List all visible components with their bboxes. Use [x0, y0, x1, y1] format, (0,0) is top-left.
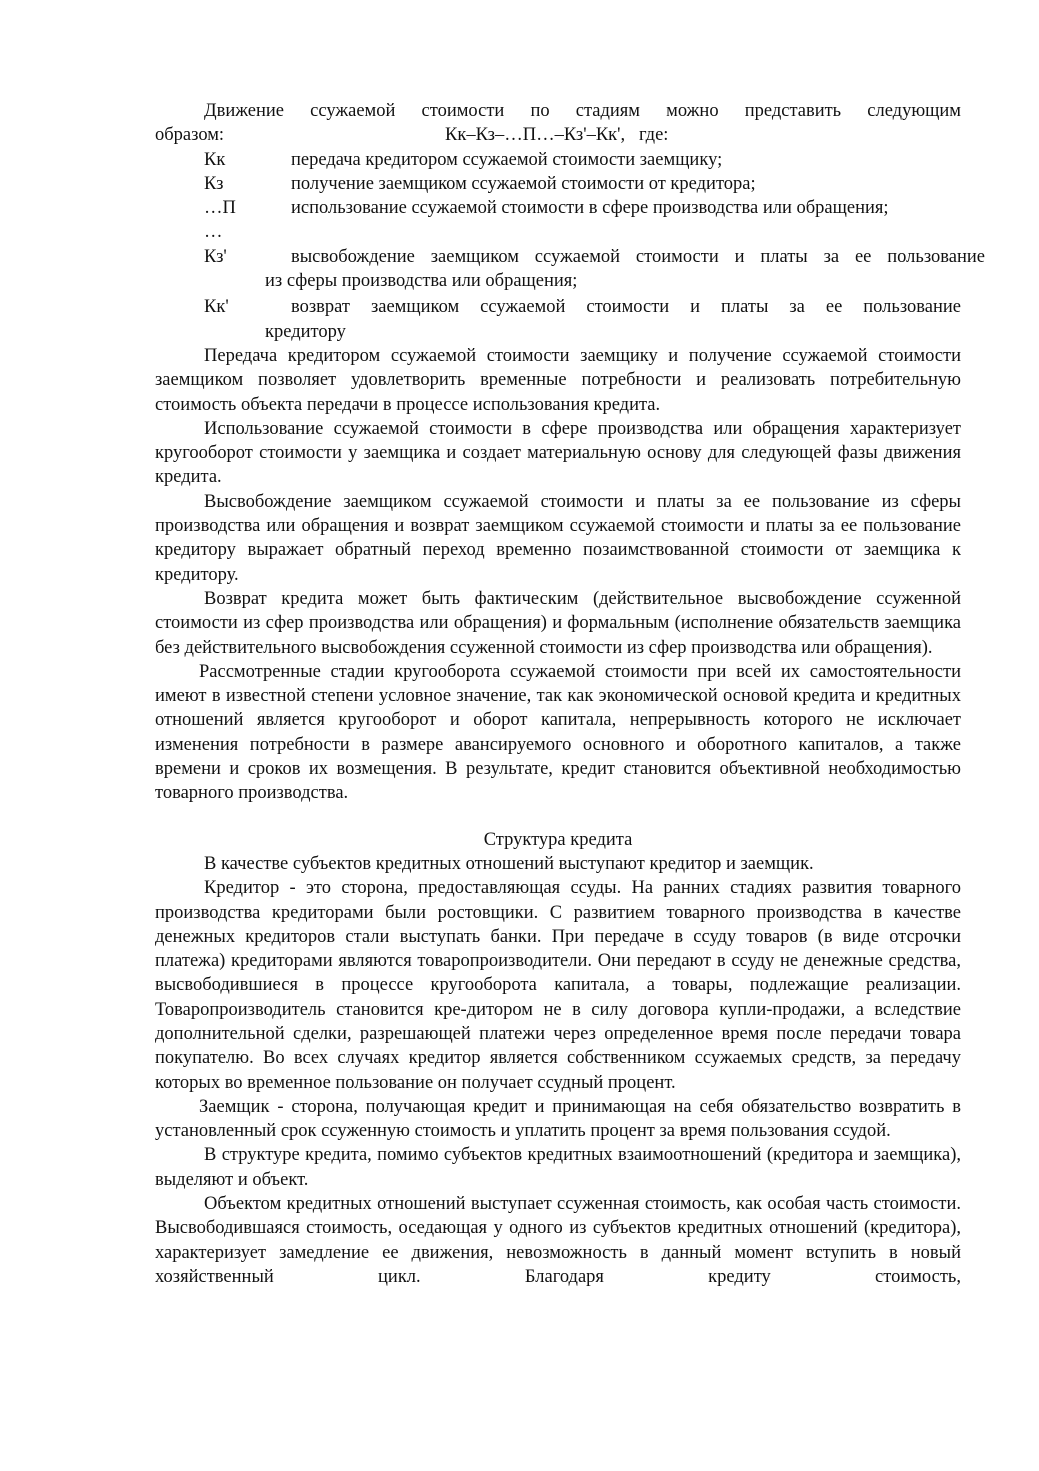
paragraph: Заемщик - сторона, получающая кредит и принимающая на себя обязательство возвратить в установленный срок ссуженную стоимость и уплатить процент за время пользования ссудой.: [155, 1096, 961, 1142]
paragraph: В структуре кредита, помимо субъектов кредитных взаимоотношений (кредитора и заемщика), выделяют и объект.: [155, 1145, 961, 1190]
paragraph: Использование ссужаемой стоимости в сфере производства или обращения характеризует кругооборот стоимости у заемщика и создает материальную основу для следующей фазы движения кредита.: [155, 418, 961, 488]
definition-symbol: …П: [204, 198, 236, 219]
definition-text-line1: высвобождение заемщиком ссужаемой стоимости и платы за ее пользование: [291, 246, 985, 267]
formula-line: [155, 123, 961, 147]
definition-p: [155, 196, 961, 220]
paragraph: Передача кредитором ссужаемой стоимости заемщику и получение ссужаемой стоимости заемщиком позволяет удовлетворить временные потребности и реализовать потребительную стоимость объекта передачи в процессе использования кредита.: [155, 345, 961, 415]
definition-kz-prime: [155, 245, 985, 294]
definition-kk: [155, 148, 961, 172]
document-page: [155, 99, 985, 1289]
definition-text: получение заемщиком ссужаемой стоимости от кредитора;: [291, 173, 756, 194]
definition-text-line1: возврат заемщиком ссужаемой стоимости и платы за ее пользование: [291, 297, 961, 318]
definition-symbol: Кк: [204, 149, 226, 170]
section-heading: Структура кредита: [483, 829, 633, 850]
intro-line: Движение ссужаемой стоимости по стадиям можно представить следующим: [204, 101, 961, 121]
definition-text-line2: кредитору: [265, 321, 346, 342]
paragraph: Высвобождение заемщиком ссужаемой стоимости и платы за ее пользование из сферы производства или обращения и возврат заемщиком ссужаемой стоимости и платы за ее пользование кредитору выражает обратный переход временно позаимствованной стоимости от заемщика к кредитору.: [155, 491, 961, 585]
definition-kk-prime: [155, 295, 961, 344]
definition-symbol: Кк': [204, 297, 229, 318]
paragraph: В качестве субъектов кредитных отношений выступают кредитор и заемщик.: [204, 853, 814, 874]
paragraph: Объектом кредитных отношений выступает ссуженная стоимость, как особая часть стоимости. Высвободившаяся стоимость, оседающая у одного из субъектов кредитных отношений (кредитора), характеризует замедление ее движения, невозможность в данный момент вступить в новый хозяйственный цикл. Благодаря кредиту стоимость,: [155, 1194, 961, 1287]
definition-text: передача кредитором ссужаемой стоимости заемщику;: [291, 149, 723, 170]
definition-text-line2: из сферы производства или обращения;: [265, 271, 578, 292]
paragraph: Возврат кредита может быть фактическим (действительное высвобождение ссуженной стоимости из сфер производства или обращения) и формальным (исполнение обязательств заемщика без действительного высвобождения ссуженной стоимости из сфер производства или обращения).: [155, 588, 961, 658]
definition-symbol: Кз': [204, 246, 227, 267]
formula-lead: образом:: [155, 125, 225, 146]
definition-text: использование ссужаемой стоимости в сфере производства или обращения;: [291, 198, 889, 219]
definition-ellipsis: [155, 220, 961, 244]
paragraph: Рассмотренные стадии кругооборота ссужаемой стоимости при всей их самостоятельности имеют в известной степени условное значение, так как экономической основой кредита и кредитных отношений является кругооборот и оборот капитала, непрерывность которого не исключает изменения потребности в размере авансируемого основного и оборотного капиталов, а также времени и сроков их возмещения. В результате, кредит становится объективной необходимостью товарного производства.: [155, 661, 961, 804]
definition-symbol: …: [204, 222, 223, 243]
paragraph: Кредитор - это сторона, предоставляющая ссуды. На ранних стадиях развития товарного производства кредиторами были ростовщики. С развитием товарного производства в качестве денежных кредиторов стали выступать банки. При передаче в ссуду товаров (в виде отсрочки платежа) кредиторами являются товаропроизводители. Они передают в ссуду не денежные средства, высвободившиеся в процессе кругооборота капитала, а товары, подлежащие реализации. Товаропроизводитель становится кре-дитором не в силу договора купли-продажи, а вследствие дополнительной сделки, разрешающей платежи через определенное время после передачи товара покупателю. Во всех случаях кредитор является собственником ссужаемых средств, за передачу которых во временное пользование он получает ссудный процент.: [155, 878, 961, 1093]
formula: Кк–Кз–…П…–Кз'–Кк', где:: [445, 125, 669, 146]
definition-kz: [155, 172, 961, 196]
definition-symbol: Кз: [204, 173, 224, 194]
